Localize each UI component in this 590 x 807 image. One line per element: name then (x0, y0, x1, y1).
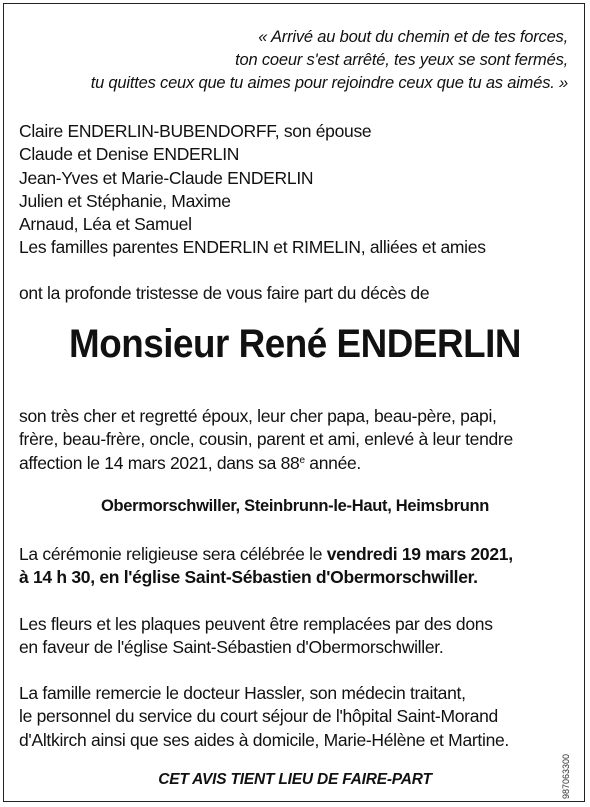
ceremony-line (19, 543, 513, 566)
family-member: Claire ENDERLIN-BUBENDORFF, son épouse (19, 121, 372, 141)
ceremony-info (19, 543, 513, 590)
flowers-line: Les fleurs et les plaques peuvent être remplacées par des dons (19, 614, 493, 634)
thanks-line: La famille remercie le docteur Hassler, son médecin traitant, (19, 683, 466, 703)
poem-quote (91, 26, 568, 95)
description-line (19, 452, 513, 475)
family-member: Claude et Denise ENDERLIN (19, 144, 240, 165)
family-member: Julien et Stéphanie, Maxime (19, 190, 231, 211)
ceremony-date: vendredi 19 mars 2021, (326, 544, 513, 564)
flowers-note (19, 613, 493, 660)
ceremony-location: à 14 h 30, en l'église Saint-Sébastien d'Obermorschwiller. (19, 567, 478, 588)
poem-line: ton coeur s'est arrêté, tes yeux se sont fermés, (235, 51, 568, 69)
description-text (19, 405, 513, 475)
obituary-notice (3, 3, 585, 802)
description-text-part: année. (304, 452, 361, 473)
poem-line: « Arrivé au bout du chemin et de tes forces, (258, 28, 568, 46)
ordinal-superscript: e (299, 454, 305, 466)
announcement-text: ont la profonde tristesse de vous faire part du décès de (19, 283, 430, 303)
deceased-name: Monsieur René ENDERLIN (68, 322, 521, 366)
description-text-part: affection le 14 mars 2021, dans sa 88 (19, 452, 300, 473)
thanks-line: d'Altkirch ainsi que ses aides à domicile, Marie-Hélène et Martine. (19, 729, 509, 750)
description-line: frère, beau-frère, oncle, cousin, parent et ami, enlevé à leur tendre (19, 429, 513, 450)
footer-notice: CET AVIS TIENT LIEU DE FAIRE-PART (158, 771, 432, 788)
poem-line: tu quittes ceux que tu aimes pour rejoindre ceux que tu as aimés. » (90, 74, 568, 92)
thanks-note (19, 682, 509, 752)
ceremony-text: La cérémonie religieuse sera célébrée le (19, 544, 327, 564)
places-line: Obermorschwiller, Steinbrunn-le-Haut, Heimsbrunn (100, 497, 490, 515)
flowers-line: en faveur de l'église Saint-Sébastien d'Obermorschwiller. (19, 637, 444, 658)
description-line: son très cher et regretté époux, leur cher papa, beau-père, papi, (19, 406, 497, 426)
reference-number: 987063300 (561, 753, 571, 799)
family-member: Les familles parentes ENDERLIN et RIMELIN, alliées et amies (19, 237, 486, 258)
family-member: Jean-Yves et Marie-Claude ENDERLIN (19, 167, 314, 188)
family-list (19, 120, 486, 260)
family-member: Arnaud, Léa et Samuel (19, 214, 192, 235)
thanks-line: le personnel du service du court séjour de l'hôpital Saint-Morand (19, 706, 498, 727)
